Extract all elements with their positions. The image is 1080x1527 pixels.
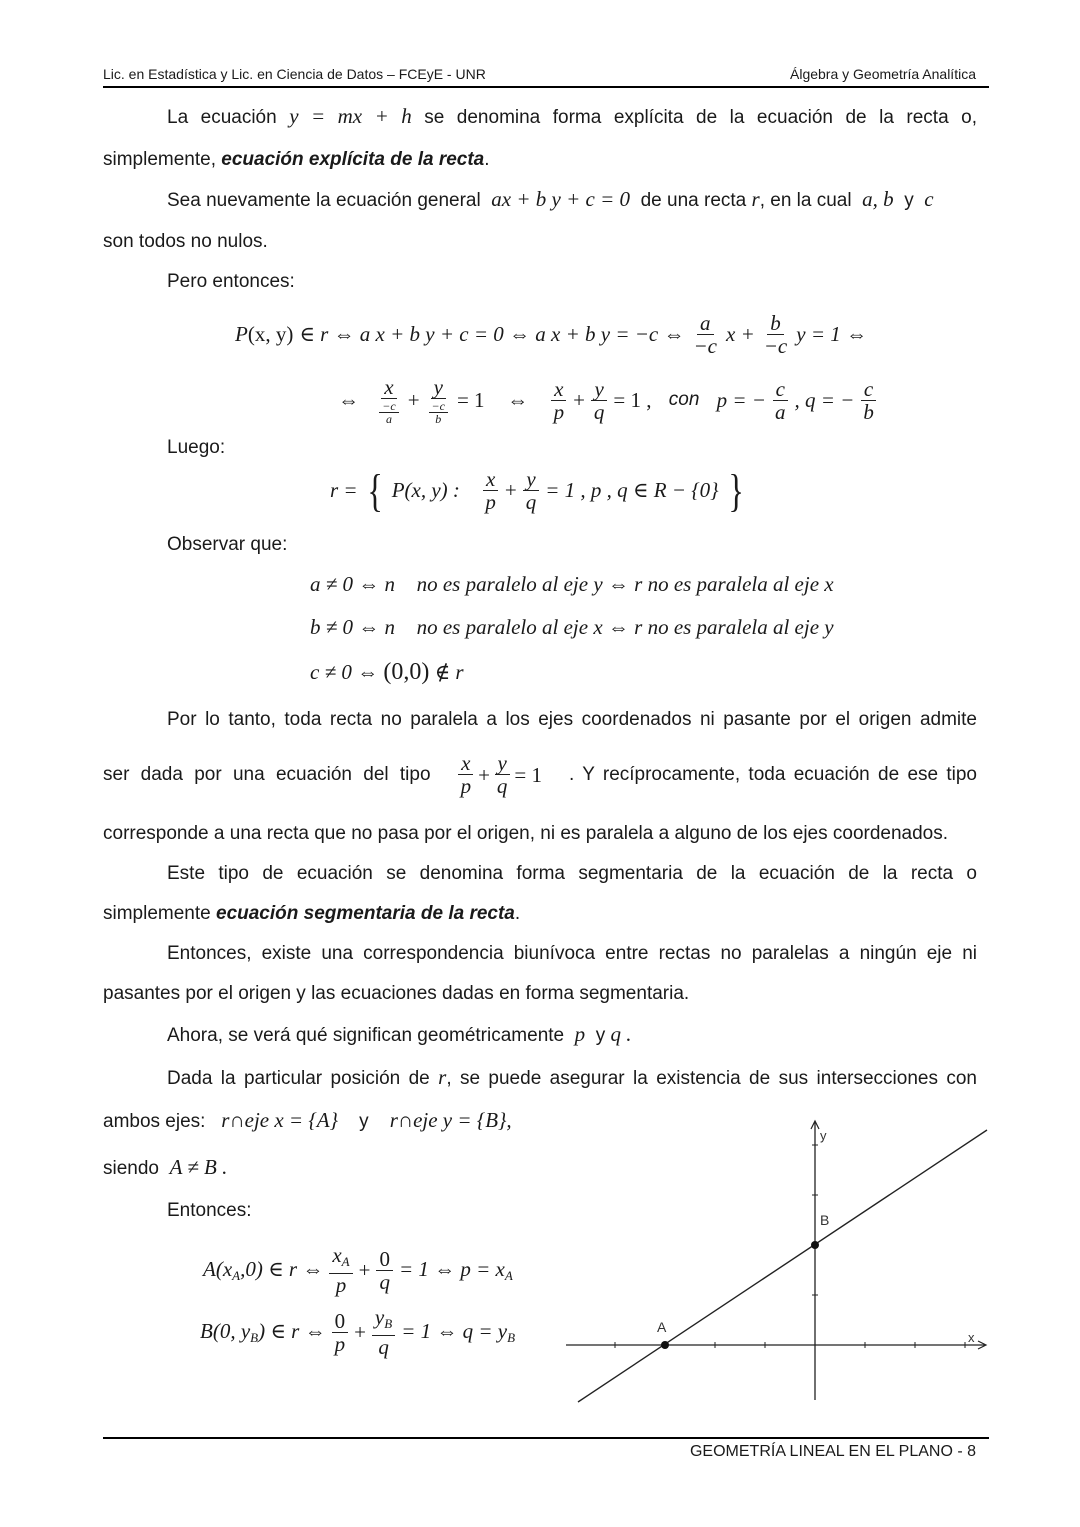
- paragraph-corresponde: corresponde a una recta que no pasa por el origen, ni es paralela a alguno de los ejes coordenados.: [103, 823, 949, 844]
- entonces: Entonces:: [167, 1200, 252, 1221]
- header-right: Álgebra y Geometría Analítica: [790, 66, 976, 82]
- point-a: [661, 1341, 669, 1349]
- paragraph-segmentaria-term: simplemente ecuación segmentaria de la recta.: [103, 903, 521, 924]
- paragraph-biunivoca-2: pasantes por el origen y las ecuaciones dadas en forma segmentaria.: [103, 983, 690, 1004]
- equation-line-1: P(x, y) ∈ r ⇔ a x + b y + c = 0 ⇔ a x + b y = −c ⇔ $\frac{a}{-c}$ x + $\frac{b}{-c}$ y = 1 ⇔: [235, 311, 867, 358]
- paragraph-posicion: Dada la particular posición de r, se puede asegurar la existencia de sus intersecciones con: [167, 1065, 977, 1089]
- equation-line-2: ⇔ $\frac{x}{\frac{-c}{a}}$ + $\frac{y}{\frac{-c}{b}}$ = 1 ⇔ $\frac{x}{p}$ + $\frac{y}{q}$ = 1 , con p = − $\frac{c}{a}$ , q = − $\frac{c}{b}$: [338, 376, 877, 425]
- paragraph-general-2: son todos no nulos.: [103, 231, 268, 252]
- point-b-label: B: [820, 1212, 830, 1228]
- paragraph-intersecciones: ambos ejes: r∩eje x = {A} y r∩eje y = {B},: [103, 1108, 512, 1132]
- y-axis-label: y: [820, 1128, 827, 1143]
- footer-rule: [103, 1437, 989, 1439]
- observation-c: c ≠ 0 ⇔ (0,0) ∉ r: [310, 659, 464, 685]
- equation-set-r: r = { P(x, y) : $\frac{x}{p}$ + $\frac{y}{q}$ = 1 , p , q ∈ R − {0} }: [330, 465, 744, 516]
- point-a-label: A: [657, 1319, 667, 1335]
- equation-point-a: $A(x_A,0)$ ∈ r ⇔ $\frac{x_A}{p}$ + $\frac{0}{q}$ = 1 ⇔ $p = x_A$: [203, 1243, 513, 1297]
- line-r: [578, 1130, 987, 1402]
- observation-a: a ≠ 0 ⇔ n⃗ no es paralelo al eje y ⇔ r no es paralela al eje x: [310, 572, 834, 596]
- luego: Luego:: [167, 437, 226, 458]
- paragraph-por-lo-tanto: Por lo tanto, toda recta no paralela a los ejes coordenados ni pasante por el origen admite: [167, 709, 977, 730]
- x-axis-label: x: [968, 1330, 975, 1345]
- term-segmentaria: ecuación segmentaria de la recta: [216, 903, 515, 924]
- paragraph-explicit: La ecuación y = mx + h se denomina forma explícita de la ecuación de la recta o,: [167, 104, 977, 128]
- math-explicit: y = mx + h: [289, 104, 412, 128]
- header-rule: [103, 86, 989, 88]
- line-intercepts-figure: [560, 1110, 1000, 1410]
- paragraph-siendo: siendo A ≠ B .: [103, 1155, 228, 1179]
- paragraph-general: Sea nuevamente la ecuación general ax + b y + c = 0 de una recta r, en la cual a, b y c: [167, 187, 934, 211]
- pero-entonces: Pero entonces:: [167, 271, 295, 292]
- equation-point-b: B(0, $y_B$) ∈ r ⇔ $\frac{0}{p}$ + $\frac{y_B}{q}$ = 1 ⇔ $q = y_B$: [200, 1305, 516, 1359]
- point-b: [811, 1241, 819, 1249]
- paragraph-segmentaria-form: ser dada por una ecuación del tipo $\frac{x}{p}$ + $\frac{y}{q}$ = 1 . Y recíprocamente, toda ecuación de ese tipo: [103, 751, 977, 798]
- header-left: Lic. en Estadística y Lic. en Ciencia de Datos – FCEyE - UNR: [103, 66, 486, 82]
- footer-page-label: GEOMETRÍA LINEAL EN EL PLANO - 8: [689, 1443, 976, 1460]
- observar: Observar que:: [167, 534, 288, 555]
- term-explicit: ecuación explícita de la recta: [221, 149, 485, 170]
- observation-b: b ≠ 0 ⇔ n⃗ no es paralelo al eje x ⇔ r no es paralela al eje y: [310, 615, 834, 639]
- paragraph-biunivoca: Entonces, existe una correspondencia biunívoca entre rectas no paralelas a ningún eje ni: [167, 943, 977, 964]
- paragraph-tipo-ecuacion: Este tipo de ecuación se denomina forma segmentaria de la ecuación de la recta o: [167, 863, 977, 884]
- paragraph-explicit-2: simplemente, ecuación explícita de la recta.: [103, 149, 490, 170]
- paragraph-significado: Ahora, se verá qué significan geométricamente p y q .: [167, 1022, 632, 1046]
